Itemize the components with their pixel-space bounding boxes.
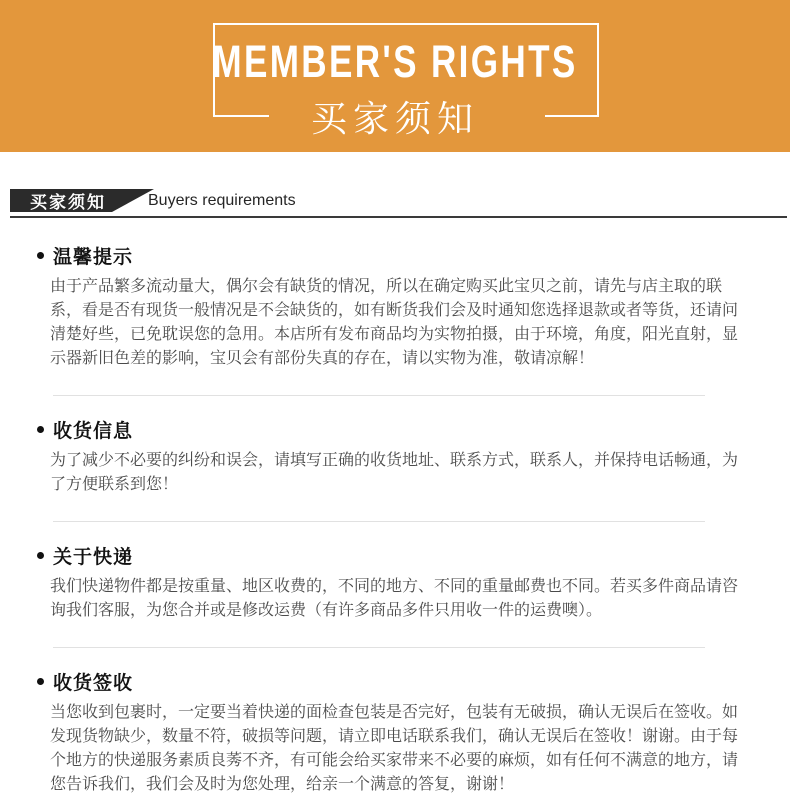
section-body: 为了减少不必要的纠纷和误会，请填写正确的收货地址、联系方式，联系人，并保持电话畅通，为了方便联系到您！ (50, 452, 739, 493)
section-divider (53, 647, 705, 648)
header-subtitle-english: Buyers requirements (148, 191, 296, 209)
bullet-icon (37, 426, 44, 433)
section-body: 我们快递物件都是按重量、地区收费的，不同的地方、不同的重量邮费也不同。若买多件商品请咨询我们客服，为您合并或是修改运费（有许多商品多件只用收一件的运费噢）。 (50, 578, 739, 619)
section-header-row (10, 189, 790, 212)
section-receiving-info (37, 418, 745, 497)
section-about-express (37, 544, 745, 623)
section-divider (53, 521, 705, 522)
section-head (37, 418, 745, 441)
section-head (37, 244, 745, 267)
section-title: 收货信息 (53, 421, 134, 442)
bullet-icon (37, 552, 44, 559)
section-title: 收货签收 (53, 673, 134, 694)
section-sign-receipt (37, 670, 745, 796)
banner-title-english: MEMBER'S RIGHTS (212, 36, 578, 87)
section-head (37, 544, 745, 567)
section-warm-tips (37, 244, 745, 371)
banner-title-chinese: 买家须知 (310, 98, 479, 139)
section-title: 温馨提示 (53, 247, 134, 268)
notice-content (0, 218, 790, 796)
banner (0, 0, 790, 152)
header-tag: 买家须知 (10, 189, 112, 212)
bullet-icon (37, 252, 44, 259)
section-divider (53, 395, 705, 396)
section-title: 关于快递 (53, 547, 134, 568)
section-head (37, 670, 745, 693)
section-body: 当您收到包裹时，一定要当着快递的面检查包装是否完好，包装有无破损，确认无误后在签收。如发现货物缺少，数量不符，破损等问题，请立即电话联系我们，确认无误后在签收！谢谢。由于每个地方的快递服务素质良莠不齐，有可能会给买家带来不必要的麻烦，如有任何不满意的地方，请您告诉我们，我们会及时为您处理，给亲一个满意的答复，谢谢！ (50, 704, 739, 793)
section-body: 由于产品繁多流动量大，偶尔会有缺货的情况，所以在确定购买此宝贝之前，请先与店主取的联系，看是否有现货一般情况是不会缺货的，如有断货我们会及时通知您选择退款或者等货，还请问清楚好些，已免耽误您的急用。本店所有发布商品均为实物拍摄，由于环境，角度，阳光直射，显示器新旧色差的影响，宝贝会有部份失真的存在，请以实物为准，敬请凉解！ (50, 278, 739, 367)
bullet-icon (37, 678, 44, 685)
